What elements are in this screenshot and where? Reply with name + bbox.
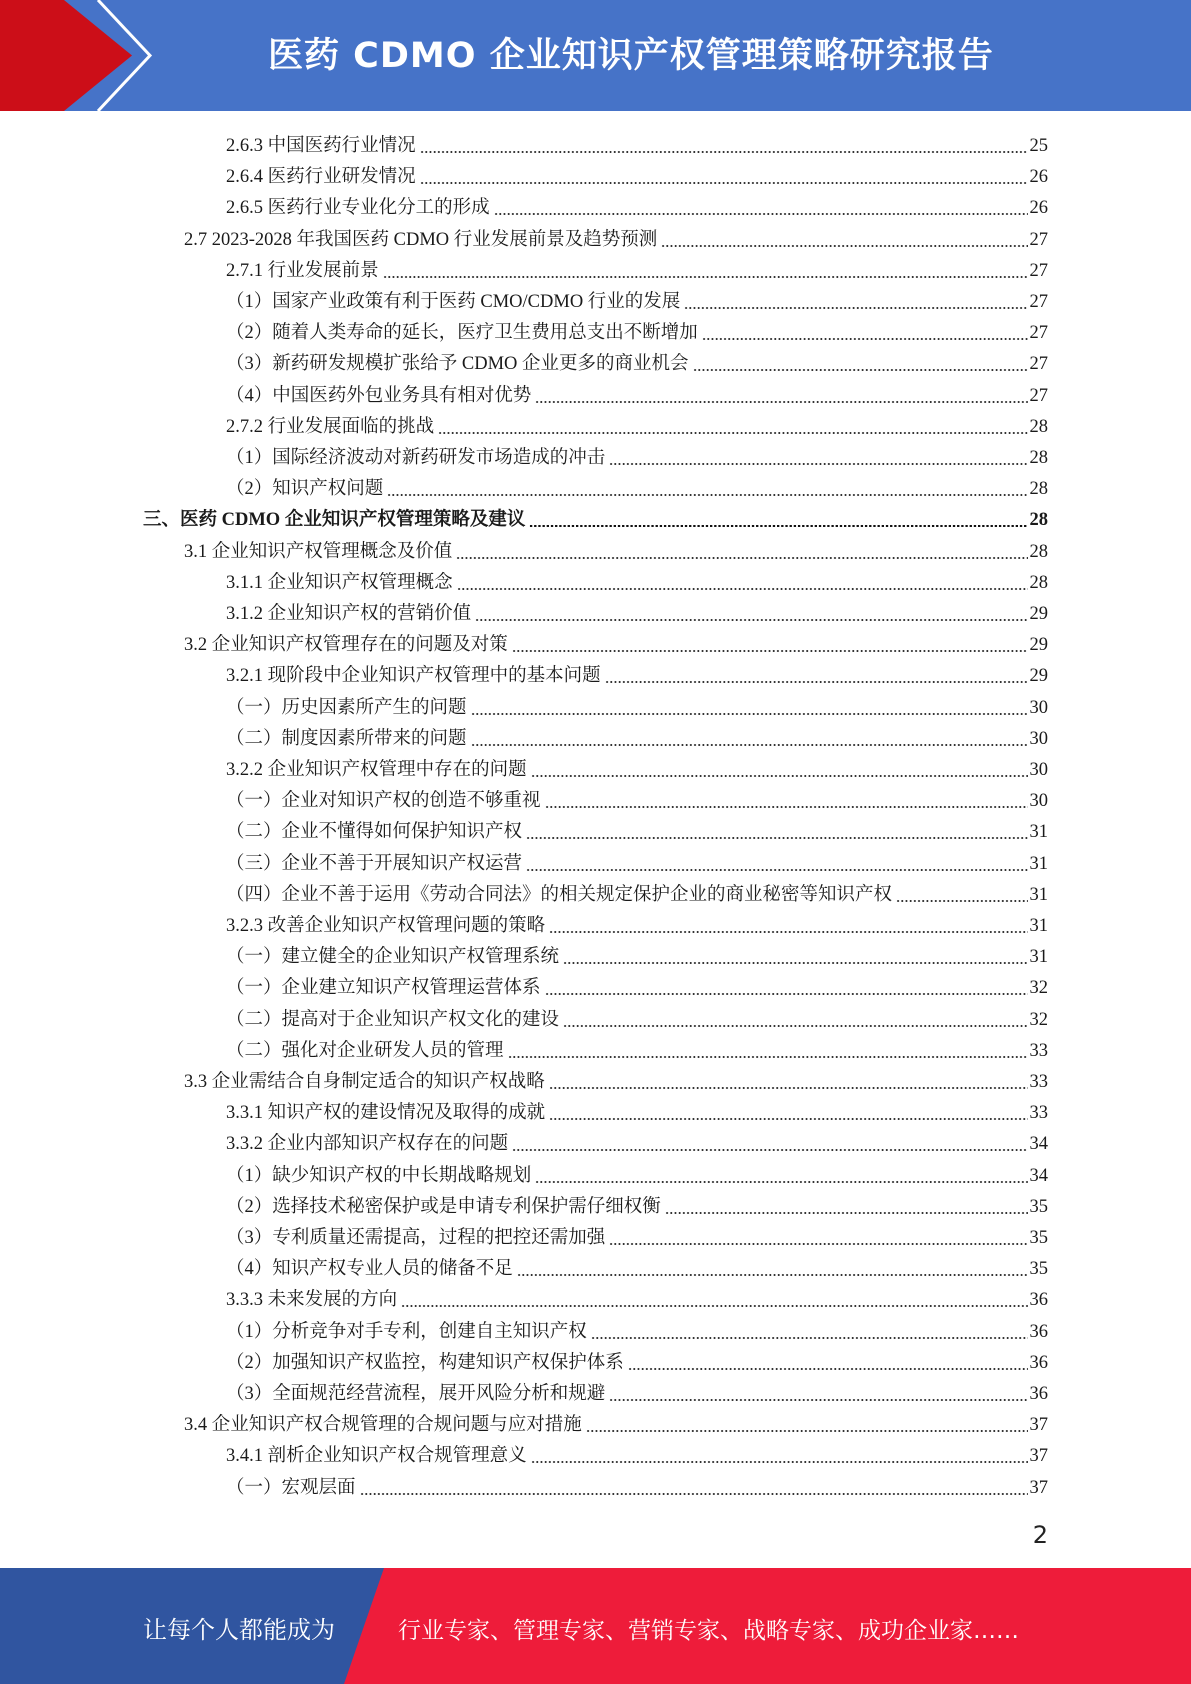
toc-dot-leader — [609, 1399, 1027, 1401]
toc-entry-page: 36 — [1029, 1321, 1048, 1342]
toc-entry[interactable] — [226, 1436, 1048, 1467]
toc-entry[interactable] — [226, 688, 1048, 719]
toc-entry[interactable] — [184, 1405, 1048, 1436]
toc-entry-page: 33 — [1029, 1103, 1048, 1124]
toc-entry-page: 31 — [1029, 884, 1048, 905]
toc-dot-leader — [545, 806, 1028, 808]
toc-entry[interactable] — [226, 906, 1048, 937]
toc-entry-page: 35 — [1029, 1228, 1048, 1248]
toc-dot-leader — [563, 962, 1027, 964]
toc-entry-title: （一）历史因素所产生的问题 — [226, 697, 467, 718]
toc-entry[interactable] — [226, 594, 1048, 625]
toc-entry[interactable] — [184, 625, 1048, 656]
toc-entry-page: 35 — [1029, 1259, 1048, 1280]
toc-entry-title: 3.3 企业需结合自身制定适合的知识产权战略 — [184, 1072, 545, 1092]
toc-dot-leader — [420, 182, 1028, 184]
toc-entry[interactable] — [226, 1156, 1048, 1187]
toc-entry-title: （3）全面规范经营流程，展开风险分析和规避 — [226, 1384, 606, 1404]
toc-entry[interactable] — [226, 126, 1048, 157]
toc-entry-title: （1）分析竞争对手专利，创建自主知识产权 — [226, 1321, 587, 1342]
footer-slogan-left: 让每个人都能成为 — [143, 1616, 335, 1644]
toc-entry-page: 30 — [1029, 791, 1048, 812]
toc-entry[interactable] — [226, 875, 1048, 906]
toc-dot-leader — [517, 1274, 1028, 1276]
toc-dot-leader — [684, 307, 1027, 309]
toc-dot-leader — [535, 401, 1027, 403]
toc-dot-leader — [401, 1305, 1027, 1307]
toc-entry-page: 27 — [1029, 292, 1048, 312]
toc-entry-title: （2）知识产权问题 — [226, 479, 384, 500]
toc-entry[interactable] — [143, 500, 1048, 531]
toc-dot-leader — [609, 1243, 1027, 1245]
toc-entry[interactable] — [226, 282, 1048, 313]
toc-entry-page: 31 — [1029, 947, 1048, 968]
toc-dot-leader — [475, 619, 1027, 621]
toc-entry-title: 2.7 2023-2028 年我国医药 CDMO 行业发展前景及趋势预测 — [184, 229, 658, 250]
toc-entry-title: （一）宏观层面 — [226, 1477, 356, 1498]
toc-entry-page: 30 — [1029, 697, 1048, 718]
toc-entry-title: 3.2.1 现阶段中企业知识产权管理中的基本问题 — [226, 666, 601, 687]
toc-entry-title: （2）选择技术秘密保护或是申请专利保护需仔细权衡 — [226, 1196, 661, 1217]
toc-dot-leader — [494, 213, 1028, 215]
toc-entry-title: （3）新药研发规模扩张给予 CDMO 企业更多的商业机会 — [226, 354, 689, 375]
toc-entry-page: 29 — [1029, 635, 1048, 656]
toc-dot-leader — [693, 369, 1028, 371]
toc-entry-page: 26 — [1029, 167, 1048, 188]
toc-entry-title: 2.6.5 医药行业专业化分工的形成 — [226, 198, 490, 219]
toc-dot-leader — [420, 151, 1028, 153]
toc-entry-page: 37 — [1029, 1446, 1048, 1467]
toc-entry[interactable] — [226, 1124, 1048, 1155]
toc-entry-page: 28 — [1029, 479, 1048, 500]
toc-entry[interactable] — [226, 469, 1048, 500]
toc-dot-leader — [549, 1118, 1027, 1120]
toc-entry-title: 3.3.3 未来发展的方向 — [226, 1290, 398, 1311]
toc-dot-leader — [628, 1368, 1028, 1370]
toc-dot-leader — [549, 1087, 1028, 1089]
toc-entry-page: 25 — [1029, 136, 1048, 156]
toc-dot-leader — [526, 837, 1027, 839]
toc-entry-title: 3.1.1 企业知识产权管理概念 — [226, 572, 453, 593]
toc-entry[interactable] — [226, 407, 1048, 438]
toc-entry[interactable] — [226, 968, 1048, 999]
toc-entry-title: 3.2 企业知识产权管理存在的问题及对策 — [184, 635, 508, 656]
toc-entry[interactable] — [226, 188, 1048, 219]
toc-dot-leader — [383, 276, 1028, 278]
toc-entry-page: 34 — [1029, 1134, 1048, 1155]
toc-entry-title: （2）加强知识产权监控，构建知识产权保护体系 — [226, 1352, 624, 1373]
header-banner — [0, 0, 1191, 111]
toc-dot-leader — [896, 900, 1027, 902]
toc-entry-page: 37 — [1029, 1415, 1048, 1436]
toc-dot-leader — [549, 931, 1027, 933]
toc-entry[interactable] — [226, 438, 1048, 469]
toc-entry[interactable] — [226, 157, 1048, 188]
toc-entry-title: （一）企业对知识产权的创造不够重视 — [226, 791, 541, 812]
page-number: 2 — [1032, 1521, 1048, 1549]
toc-entry-page: 33 — [1029, 1072, 1048, 1092]
toc-dot-leader — [531, 775, 1028, 777]
footer-banner — [0, 1568, 1191, 1684]
toc-entry-title: 2.7.2 行业发展面临的挑战 — [226, 416, 435, 437]
toc-entry-title: 3.1.2 企业知识产权的营销价值 — [226, 604, 472, 624]
toc-entry-title: 3.4 企业知识产权合规管理的合规问题与应对措施 — [184, 1415, 582, 1436]
toc-entry-page: 36 — [1029, 1352, 1048, 1373]
toc-entry-page: 36 — [1029, 1384, 1048, 1404]
toc-entry[interactable] — [226, 1280, 1048, 1311]
toc-entry-page: 27 — [1029, 323, 1048, 344]
toc-entry-page: 32 — [1029, 1009, 1048, 1030]
toc-dot-leader — [387, 494, 1027, 496]
toc-entry[interactable] — [226, 1249, 1048, 1280]
toc-dot-leader — [702, 338, 1028, 340]
toc-entry[interactable] — [226, 656, 1048, 687]
toc-entry[interactable] — [226, 844, 1048, 875]
toc-dot-leader — [360, 1493, 1028, 1495]
toc-entry[interactable] — [226, 376, 1048, 407]
red-chevron-decoration — [0, 0, 160, 111]
toc-entry-page: 27 — [1029, 260, 1048, 281]
toc-dot-leader — [545, 993, 1028, 995]
toc-entry-page: 28 — [1029, 572, 1048, 593]
toc-dot-leader — [586, 1430, 1028, 1432]
toc-entry-title: 3.4.1 剖析企业知识产权合规管理意义 — [226, 1446, 527, 1467]
toc-entry-title: （4）中国医药外包业务具有相对优势 — [226, 385, 532, 406]
toc-entry[interactable] — [226, 719, 1048, 750]
toc-entry-title: 3.3.2 企业内部知识产权存在的问题 — [226, 1134, 509, 1155]
toc-entry-page: 36 — [1029, 1290, 1048, 1311]
toc-entry-title: 三、医药 CDMO 企业知识产权管理策略及建议 — [143, 510, 526, 531]
toc-entry[interactable] — [226, 937, 1048, 968]
toc-entry[interactable] — [226, 313, 1048, 344]
toc-dot-leader — [438, 432, 1027, 434]
toc-entry-page: 30 — [1029, 728, 1048, 749]
toc-entry[interactable] — [226, 812, 1048, 843]
toc-entry-page: 29 — [1029, 604, 1048, 624]
toc-entry-title: （3）专利质量还需提高，过程的把控还需加强 — [226, 1228, 606, 1248]
toc-dot-leader — [456, 557, 1027, 559]
toc-entry-title: 2.7.1 行业发展前景 — [226, 260, 379, 281]
toc-entry-page: 31 — [1029, 916, 1048, 936]
toc-entry-page: 27 — [1029, 354, 1048, 375]
toc-entry-title: （二）企业不懂得如何保护知识产权 — [226, 822, 523, 843]
toc-entry-page: 31 — [1029, 853, 1048, 874]
toc-entry-title: （一）建立健全的企业知识产权管理系统 — [226, 947, 560, 968]
toc-entry-title: （二）制度因素所带来的问题 — [226, 728, 467, 749]
toc-entry-title: 3.3.1 知识产权的建设情况及取得的成就 — [226, 1103, 546, 1124]
toc-dot-leader — [512, 1149, 1027, 1151]
toc-dot-leader — [563, 1025, 1027, 1027]
toc-entry[interactable] — [226, 1218, 1048, 1249]
toc-entry[interactable] — [226, 1343, 1048, 1374]
toc-entry-title: 2.6.3 中国医药行业情况 — [226, 136, 416, 156]
toc-entry-page: 28 — [1029, 510, 1048, 531]
toc-entry-page: 29 — [1029, 666, 1048, 687]
toc-entry-page: 27 — [1029, 229, 1048, 250]
toc-entry-title: （1）国际经济波动对新药研发市场造成的冲击 — [226, 448, 606, 468]
toc-entry-title: （2）随着人类寿命的延长，医疗卫生费用总支出不断增加 — [226, 323, 698, 344]
toc-entry-title: （三）企业不善于开展知识产权运营 — [226, 853, 523, 874]
toc-entry-title: （二）提高对于企业知识产权文化的建设 — [226, 1009, 560, 1030]
toc-dot-leader — [526, 869, 1027, 871]
toc-entry-page: 28 — [1029, 541, 1048, 562]
toc-entry[interactable] — [226, 1000, 1048, 1031]
toc-entry-page: 33 — [1029, 1040, 1048, 1061]
toc-entry[interactable] — [226, 750, 1048, 781]
toc-entry[interactable] — [226, 1187, 1048, 1218]
toc-entry-page: 35 — [1029, 1196, 1048, 1217]
toc-dot-leader — [531, 1461, 1028, 1463]
toc-entry-page: 31 — [1029, 822, 1048, 843]
toc-entry-page: 34 — [1029, 1165, 1048, 1186]
toc-entry-page: 30 — [1029, 760, 1048, 780]
toc-entry[interactable] — [226, 1468, 1048, 1499]
toc-entry-title: 2.6.4 医药行业研发情况 — [226, 167, 416, 188]
toc-entry-title: 3.2.2 企业知识产权管理中存在的问题 — [226, 760, 527, 780]
toc-entry-page: 32 — [1029, 978, 1048, 999]
toc-dot-leader — [471, 713, 1028, 715]
footer-slogan-right: 行业专家、管理专家、营销专家、战略专家、成功企业家…… — [398, 1618, 1019, 1644]
toc-dot-leader — [661, 245, 1027, 247]
toc-entry-title: （四）企业不善于运用《劳动合同法》的相关规定保护企业的商业秘密等知识产权 — [226, 884, 893, 905]
toc-dot-leader — [591, 1337, 1028, 1339]
toc-entry-page: 26 — [1029, 198, 1048, 219]
toc-entry-page: 28 — [1029, 416, 1048, 437]
toc-entry-title: （4）知识产权专业人员的储备不足 — [226, 1259, 513, 1280]
toc-entry-page: 37 — [1029, 1477, 1048, 1498]
toc-entry[interactable] — [226, 563, 1048, 594]
toc-entry-title: （1）缺少知识产权的中长期战略规划 — [226, 1165, 532, 1186]
toc-dot-leader — [457, 588, 1028, 590]
toc-entry-title: （一）企业建立知识产权管理运营体系 — [226, 978, 541, 999]
report-title: 医药 CDMO 企业知识产权管理策略研究报告 — [268, 36, 994, 76]
toc-dot-leader — [508, 1056, 1028, 1058]
toc-dot-leader — [535, 1181, 1027, 1183]
toc-entry-page: 27 — [1029, 385, 1048, 406]
toc-entry[interactable] — [226, 1031, 1048, 1062]
toc-entry[interactable] — [184, 532, 1048, 563]
toc-entry-page: 28 — [1029, 448, 1048, 468]
toc-dot-leader — [605, 681, 1028, 683]
toc-entry[interactable] — [226, 1374, 1048, 1405]
toc-dot-leader — [609, 463, 1027, 465]
toc-entry-title: （二）强化对企业研发人员的管理 — [226, 1040, 504, 1061]
toc-dot-leader — [471, 744, 1028, 746]
toc-entry[interactable] — [184, 1062, 1048, 1093]
toc-dot-leader — [512, 650, 1028, 652]
toc-entry-title: （1）国家产业政策有利于医药 CMO/CDMO 行业的发展 — [226, 292, 681, 312]
toc-entry[interactable] — [226, 1312, 1048, 1343]
toc-entry-title: 3.2.3 改善企业知识产权管理问题的策略 — [226, 916, 546, 936]
toc-entry-title: 3.1 企业知识产权管理概念及价值 — [184, 541, 453, 562]
toc-dot-leader — [529, 525, 1027, 527]
toc-entry[interactable] — [184, 220, 1048, 251]
toc-entry[interactable] — [226, 781, 1048, 812]
toc-dot-leader — [665, 1212, 1028, 1214]
toc-entry[interactable] — [226, 251, 1048, 282]
toc-entry[interactable] — [226, 344, 1048, 375]
toc-entry[interactable] — [226, 1093, 1048, 1124]
